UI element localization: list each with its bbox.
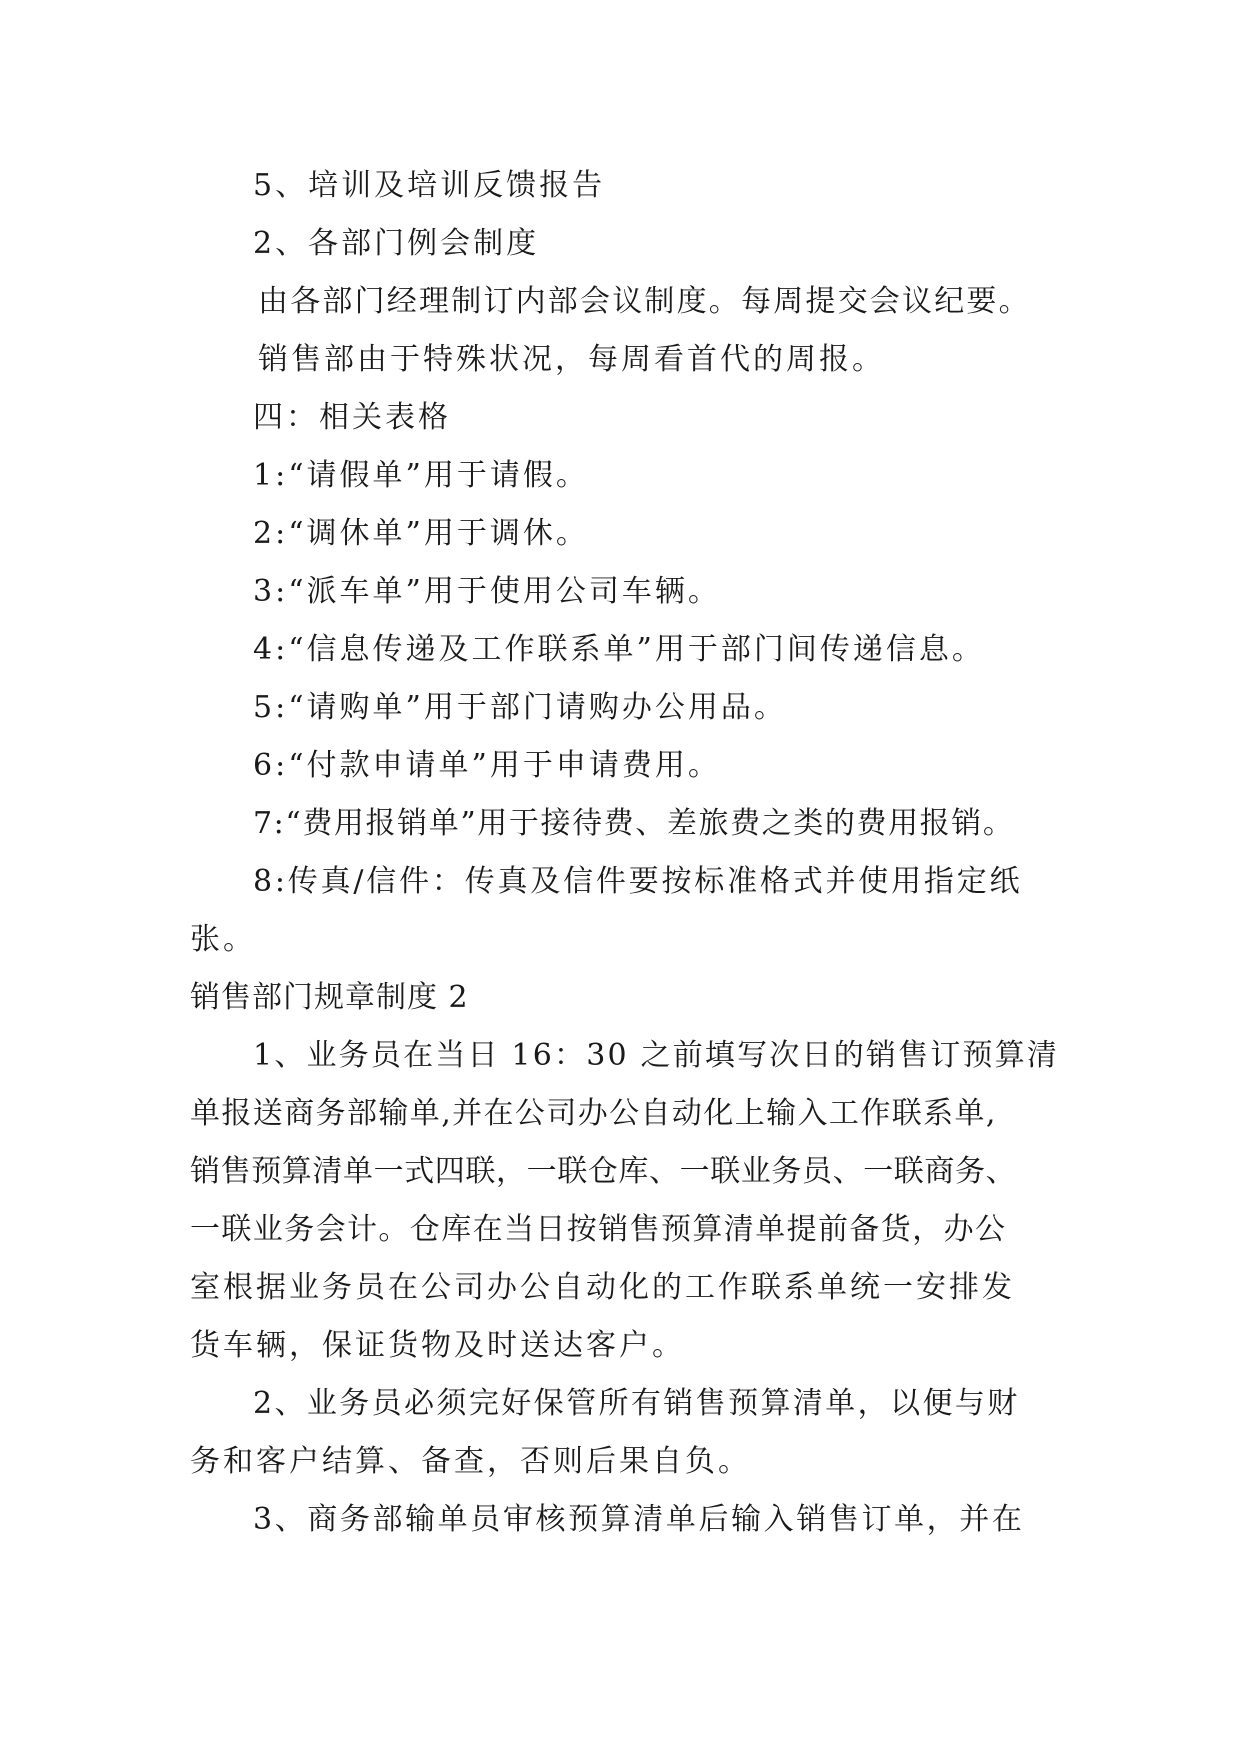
text-line: 6:“付款申请单”用于申请费用。 <box>253 748 721 783</box>
text-line: 四：相关表格 <box>253 400 451 435</box>
text-line: 2:“调休单”用于调休。 <box>253 516 589 551</box>
text-line: 3、商务部输单员审核预算清单后输入销售订单，并在 <box>253 1502 1025 1537</box>
text-line: 销售部由于特殊状况，每周看首代的周报。 <box>258 342 885 377</box>
section-title: 销售部门规章制度 2 <box>190 980 469 1015</box>
text-line: 务和客户结算、备查，否则后果自负。 <box>190 1444 751 1479</box>
text-line: 5:“请购单”用于部门请购办公用品。 <box>253 690 787 725</box>
text-line: 一联业务会计。仓库在当日按销售预算清单提前备货，办公 <box>190 1212 1007 1247</box>
text-line: 销售预算清单一式四联，一联仓库、一联业务员、一联商务、 <box>190 1154 1017 1189</box>
text-line: 张。 <box>190 922 256 957</box>
text-line: 1、业务员在当日 16：30 之前填写次日的销售订预算清 <box>253 1038 1060 1073</box>
text-line: 室根据业务员在公司办公自动化的工作联系单统一安排发 <box>190 1270 1015 1305</box>
text-line: 8:传真/信件：传真及信件要按标准格式并使用指定纸 <box>253 864 1023 899</box>
text-line: 2、各部门例会制度 <box>253 226 540 261</box>
text-line: 2、业务员必须完好保管所有销售预算清单，以便与财 <box>253 1386 1020 1421</box>
text-line: 由各部门经理制订内部会议制度。每周提交会议纪要。 <box>258 284 1031 319</box>
text-line: 4:“信息传递及工作联系单”用于部门间传递信息。 <box>253 632 985 667</box>
text-line: 货车辆，保证货物及时送达客户。 <box>190 1328 685 1363</box>
text-line: 3:“派车单”用于使用公司车辆。 <box>253 574 721 609</box>
text-line: 1:“请假单”用于请假。 <box>253 458 589 493</box>
text-line: 单报送商务部输单,并在公司办公自动化上输入工作联系单, <box>190 1096 997 1131</box>
text-line: 7:“费用报销单”用于接待费、差旅费之类的费用报销。 <box>253 806 1015 841</box>
text-line: 5、培训及培训反馈报告 <box>253 168 606 203</box>
